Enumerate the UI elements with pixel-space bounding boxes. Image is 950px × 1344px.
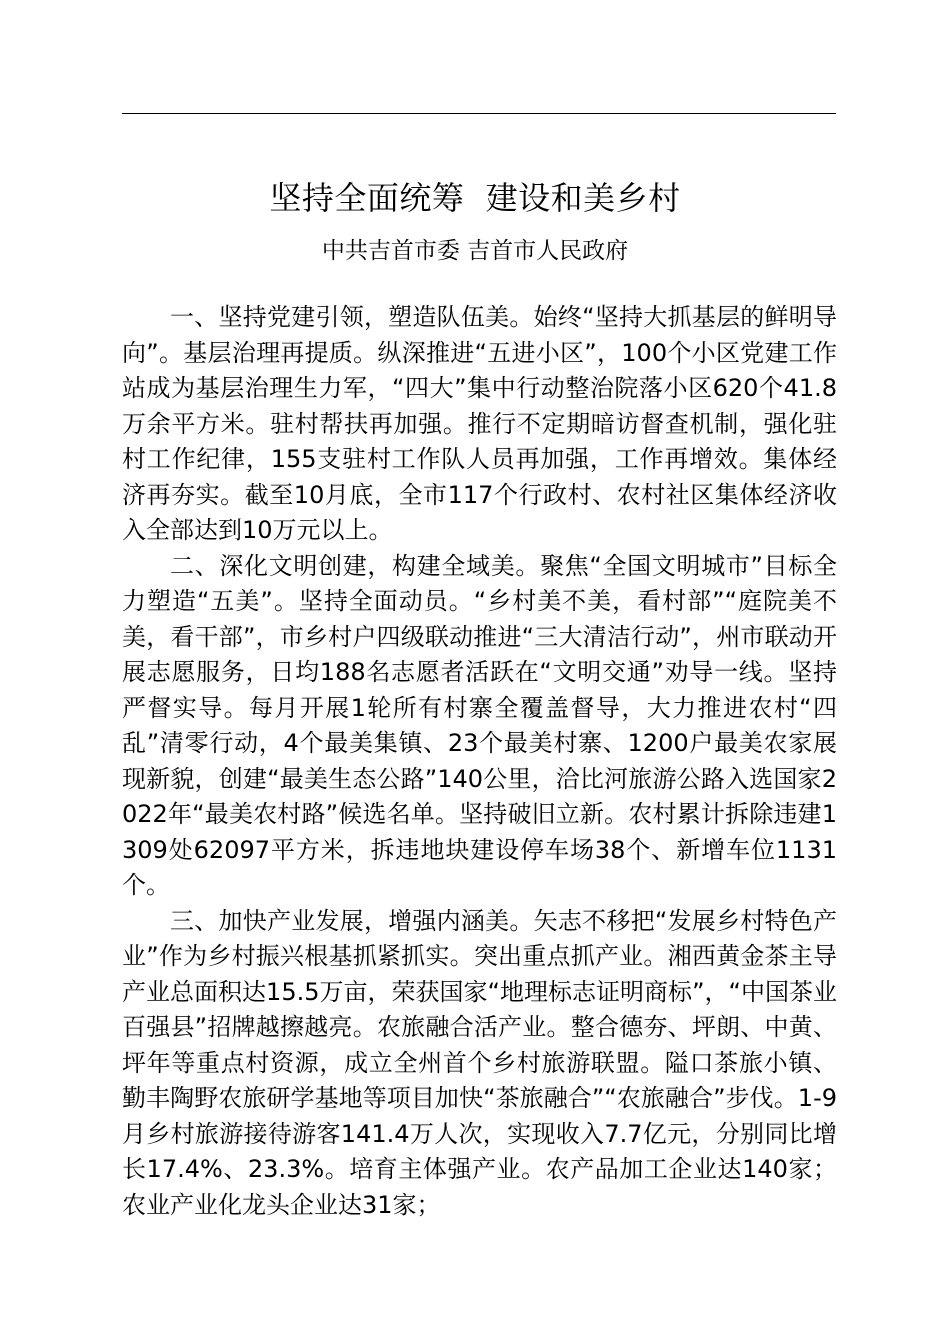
- paragraph-industry: 三、加快产业发展，增强内涵美。矢志不移把“发展乡村特色产业”作为乡村振兴根基抓紧抓实。突出重点抓产业。湘西黄金茶主导产业总面积达15.5万亩，荣获国家“地理标志证明商标”，“中国茶业百强县”招牌越擦越亮。农旅融合活产业。整合德夯、坪朗、中黄、坪年等重点村资源，成立全州首个乡村旅游联盟。隘口茶旅小镇、勤丰陶野农旅研学基地等项目加快“茶旅融合”“农旅融合”步伐。1-9月乡村旅游接待游客141.4万人次，实现收入7.7亿元，分别同比增长17.4%、23.3%。培育主体强产业。农产品加工企业达140家；农业产业化龙头企业达31家；: [122, 906, 837, 1219]
- document-body: [122, 300, 837, 1223]
- document-title: 坚持全面统筹 建设和美乡村: [269, 179, 681, 217]
- paragraph-civilization: 二、深化文明创建，构建全域美。聚焦“全国文明城市”目标全力塑造“五美”。坚持全面动员。“乡村美不美，看村部”“庭院美不美，看干部”，市乡村户四级联动推进“三大清洁行动”，州市联动开展志愿服务，日均188名志愿者活跃在“文明交通”劝导一线。坚持严督实导。每月开展1轮所有村寨全覆盖督导，大力推进农村“四乱”清零行动，4个最美集镇、23个最美村寨、1200户最美农家展现新貌，创建“最美生态公路”140公里，洽比河旅游公路入选国家2022年“最美农村路”候选名单。坚持破旧立新。农村累计拆除违建1309处62097平方米，拆违地块建设停车场38个、新增车位1131个。: [122, 551, 837, 899]
- document-author: 中共吉首市委 吉首市人民政府: [321, 238, 629, 264]
- paragraph-party-building: 一、坚持党建引领，塑造队伍美。始终“坚持大抓基层的鲜明导向”。基层治理再提质。纵深推进“五进小区”，100个小区党建工作站成为基层治理生力军，“四大”集中行动整治院落小区620个41.8万余平方米。驻村帮扶再加强。推行不定期暗访督查机制，强化驻村工作纪律，155支驻村工作队人员再加强，工作再增效。集体经济再夯实。截至10月底，全市117个行政村、农村社区集体经济收入全部达到10万元以上。: [122, 303, 837, 544]
- header-rule: [122, 113, 836, 114]
